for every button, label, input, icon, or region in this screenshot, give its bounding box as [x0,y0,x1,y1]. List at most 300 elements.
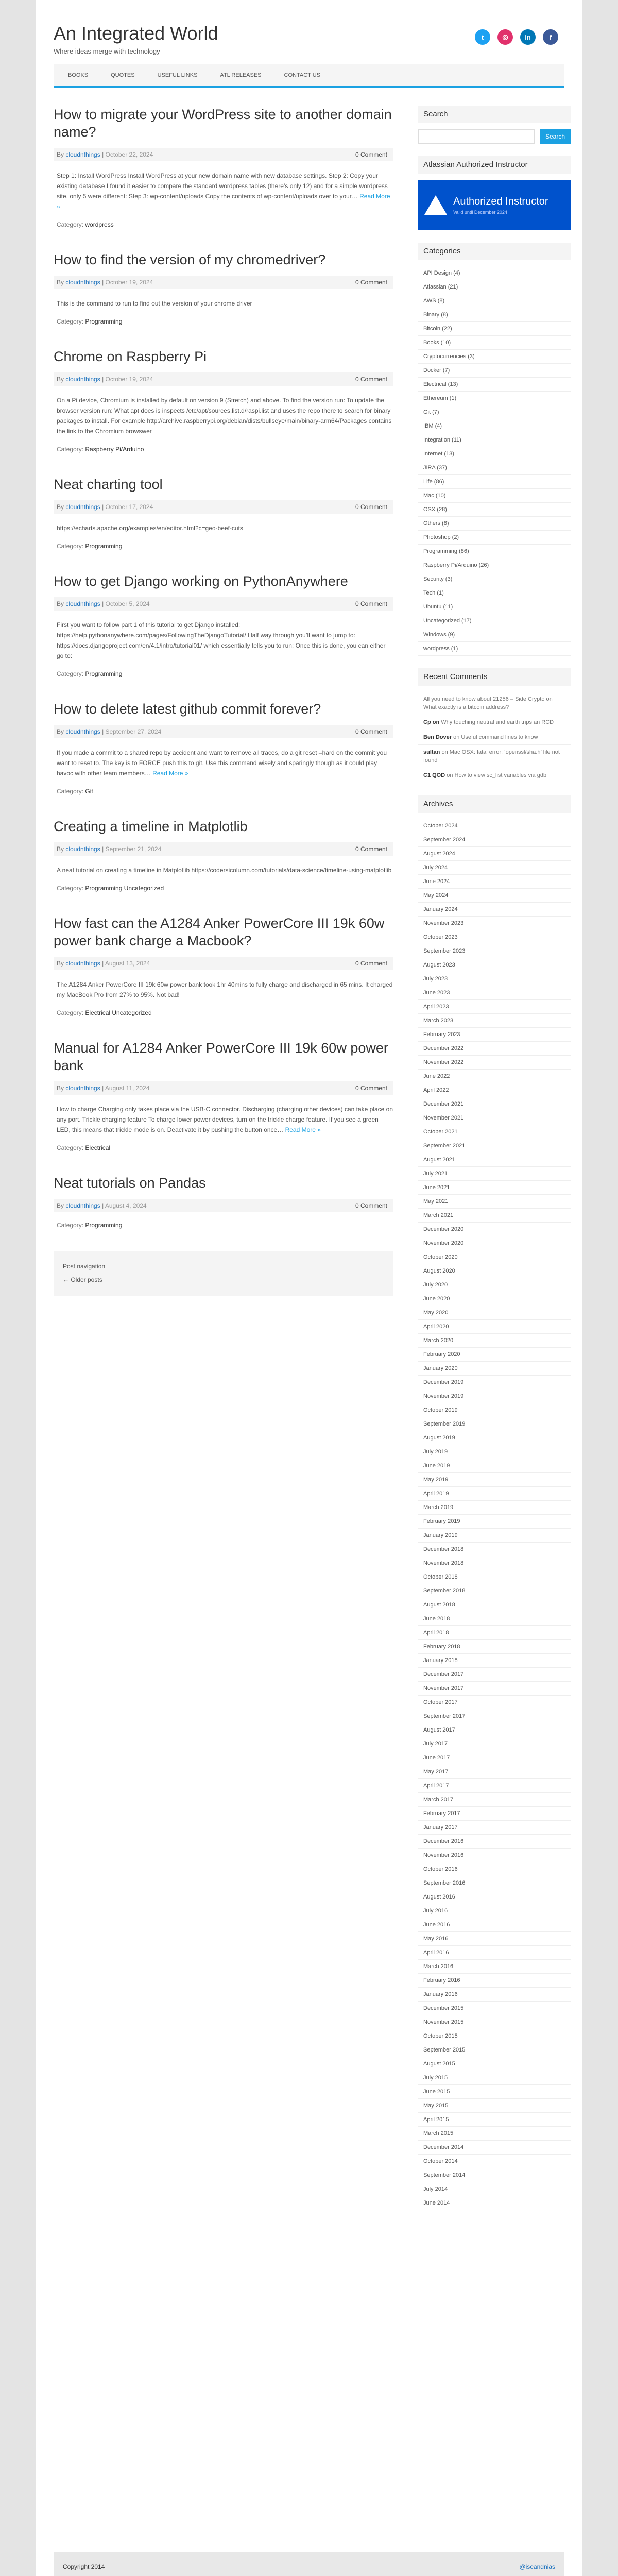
archive-item-link[interactable]: November 2021 [423,1115,464,1121]
post-author-link[interactable]: cloudnthings [65,1084,100,1092]
comment-post-link[interactable]: Useful command lines to know [461,734,538,740]
archive-item[interactable] [418,1459,571,1473]
nav-item-atl-releases[interactable]: ATL RELEASES [220,72,262,78]
category-item[interactable] [418,489,571,503]
archive-item-link[interactable]: May 2015 [423,2103,449,2109]
comment-source-link[interactable]: All you need to know about 21256 – Side Crypto [423,696,545,702]
archive-item[interactable] [418,986,571,1000]
archive-item-link[interactable]: October 2016 [423,1866,458,1872]
category-item[interactable] [418,294,571,308]
archive-item[interactable] [418,1195,571,1209]
post-author-link[interactable]: cloudnthings [65,845,100,853]
archive-item-link[interactable]: February 2018 [423,1643,460,1650]
archive-item-link[interactable]: August 2020 [423,1268,455,1274]
archive-item-link[interactable]: June 2015 [423,2089,450,2095]
comment-author[interactable]: Cp on [423,719,440,725]
archive-item-link[interactable]: December 2022 [423,1045,464,1052]
category-item[interactable] [418,280,571,294]
archive-item[interactable] [418,1306,571,1320]
archive-item-link[interactable]: August 2023 [423,962,455,968]
archive-item-link[interactable]: October 2019 [423,1407,458,1413]
archive-item[interactable] [418,2155,571,2168]
category-link[interactable]: Electrical [85,1144,111,1151]
archive-item-link[interactable]: June 2014 [423,2200,450,2206]
archive-item-link[interactable]: August 2018 [423,1602,455,1608]
category-item-link[interactable]: Cryptocurrencies (3) [423,353,475,360]
archive-item-link[interactable]: September 2016 [423,1880,466,1886]
category-item[interactable] [418,642,571,656]
archive-item-link[interactable]: September 2023 [423,948,466,954]
archive-item-link[interactable]: November 2018 [423,1560,464,1566]
archive-item-link[interactable]: January 2018 [423,1657,458,1664]
archive-item[interactable] [418,930,571,944]
archive-item-link[interactable]: November 2019 [423,1393,464,1399]
archive-item-link[interactable]: June 2024 [423,878,450,885]
archive-item-link[interactable]: December 2021 [423,1101,464,1107]
archive-item-link[interactable]: July 2023 [423,976,448,982]
archive-item[interactable] [418,2029,571,2043]
category-item-link[interactable]: Life (86) [423,479,444,485]
archive-item[interactable] [418,1876,571,1890]
archive-item[interactable] [418,2099,571,2113]
archive-item-link[interactable]: May 2016 [423,1936,449,1942]
category-item-link[interactable]: AWS (8) [423,298,445,304]
archive-item-link[interactable]: July 2021 [423,1171,448,1177]
archive-item-link[interactable]: April 2020 [423,1324,449,1330]
archive-item[interactable] [418,2196,571,2210]
category-item[interactable] [418,364,571,378]
category-link[interactable]: wordpress [85,221,114,228]
archive-item-link[interactable]: March 2019 [423,1504,454,1511]
archive-item[interactable] [418,1682,571,1696]
nav-item-books[interactable]: BOOKS [68,72,89,78]
archive-item[interactable] [418,2015,571,2029]
archive-item[interactable] [418,1793,571,1807]
archive-item-link[interactable]: June 2016 [423,1922,450,1928]
archive-item-link[interactable]: December 2019 [423,1379,464,1385]
archive-item[interactable] [418,1890,571,1904]
archive-item-link[interactable]: August 2021 [423,1157,455,1163]
archive-item[interactable] [418,1946,571,1960]
post-title[interactable]: How fast can the A1284 Anker PowerCore III 19k 60w power bank charge a Macbook? [54,916,385,948]
archive-item[interactable] [418,1709,571,1723]
archive-item-link[interactable]: January 2024 [423,906,458,912]
category-link[interactable]: Git [85,788,93,795]
archive-item-link[interactable]: June 2020 [423,1296,450,1302]
post-author-link[interactable]: cloudnthings [65,503,100,511]
archive-item[interactable] [418,1139,571,1153]
archive-item[interactable] [418,1849,571,1862]
site-title[interactable]: An Integrated World [54,23,218,44]
category-item-link[interactable]: Security (3) [423,576,453,582]
archive-item-link[interactable]: June 2022 [423,1073,450,1079]
archive-item-link[interactable]: April 2016 [423,1950,449,1956]
archive-item[interactable] [418,1111,571,1125]
archive-item-link[interactable]: July 2019 [423,1449,448,1455]
search-input[interactable] [418,129,535,144]
archive-item-link[interactable]: January 2020 [423,1365,458,1371]
archive-item[interactable] [418,1014,571,1028]
category-link[interactable]: Programming [85,670,123,677]
archive-item-link[interactable]: April 2022 [423,1087,449,1093]
archive-item-link[interactable]: October 2021 [423,1129,458,1135]
archive-item-link[interactable]: October 2014 [423,2158,458,2164]
footer-handle-link[interactable]: @iseandnias [519,2563,555,2570]
archive-item-link[interactable]: November 2016 [423,1852,464,1858]
archive-item[interactable] [418,1389,571,1403]
archive-item[interactable] [418,1278,571,1292]
archive-item-link[interactable]: February 2016 [423,1977,460,1984]
archive-item-link[interactable]: May 2017 [423,1769,449,1775]
archive-item[interactable] [418,1292,571,1306]
archive-item[interactable] [418,917,571,930]
category-item-link[interactable]: Photoshop (2) [423,534,459,540]
archive-item[interactable] [418,1501,571,1515]
category-item[interactable] [418,378,571,392]
category-item-link[interactable]: Tech (1) [423,590,444,596]
post-author-link[interactable]: cloudnthings [65,600,100,607]
post-author-link[interactable]: cloudnthings [65,728,100,735]
archive-item[interactable] [418,1723,571,1737]
category-item-link[interactable]: Internet (13) [423,451,454,457]
archive-item-link[interactable]: October 2018 [423,1574,458,1580]
category-item[interactable] [418,517,571,531]
archive-item-link[interactable]: September 2024 [423,837,466,843]
archive-item-link[interactable]: September 2018 [423,1588,466,1594]
post-author-link[interactable]: cloudnthings [65,376,100,383]
archive-item-link[interactable]: October 2023 [423,934,458,940]
archive-item[interactable] [418,1640,571,1654]
comment-post-link[interactable]: Mac OSX: fatal error: ‘openssl/sha.h’ file not found [423,749,560,764]
category-item[interactable] [418,433,571,447]
archive-item-link[interactable]: February 2019 [423,1518,460,1524]
category-item[interactable] [418,322,571,336]
archive-item-link[interactable]: November 2015 [423,2019,464,2025]
post-comments-link[interactable]: 0 Comment [355,728,387,735]
comment-post-link[interactable]: What exactly is a bitcoin address? [423,704,509,710]
linkedin-icon[interactable]: in [520,29,536,45]
archive-item[interactable] [418,889,571,903]
archive-item-link[interactable]: May 2021 [423,1198,449,1205]
category-item-link[interactable]: wordpress (1) [423,646,458,652]
category-item[interactable] [418,614,571,628]
archive-item-link[interactable]: March 2016 [423,1963,454,1970]
archive-item[interactable] [418,1487,571,1501]
archive-item[interactable] [418,2085,571,2099]
archive-item-link[interactable]: September 2017 [423,1713,466,1719]
post-author-link[interactable]: cloudnthings [65,1202,100,1209]
archive-item[interactable] [418,1153,571,1167]
archive-item[interactable] [418,1904,571,1918]
archive-item-link[interactable]: May 2024 [423,892,449,899]
archive-item[interactable] [418,1988,571,2002]
archive-item[interactable] [418,1223,571,1236]
category-item-link[interactable]: Binary (8) [423,312,448,318]
archive-item[interactable] [418,1626,571,1640]
archive-item-link[interactable]: June 2017 [423,1755,450,1761]
archive-item-link[interactable]: September 2021 [423,1143,466,1149]
archive-item[interactable] [418,1431,571,1445]
archive-item-link[interactable]: August 2024 [423,851,455,857]
facebook-icon[interactable]: f [543,29,558,45]
category-item-link[interactable]: Books (10) [423,340,451,346]
archive-item[interactable] [418,1751,571,1765]
archive-item-link[interactable]: April 2017 [423,1783,449,1789]
archive-item-link[interactable]: March 2017 [423,1797,454,1803]
post-title[interactable]: How to get Django working on PythonAnywhere [54,573,348,589]
archive-item-link[interactable]: January 2016 [423,1991,458,1997]
archive-item[interactable] [418,1250,571,1264]
archive-item-link[interactable]: November 2017 [423,1685,464,1691]
category-item-link[interactable]: Bitcoin (22) [423,326,452,332]
nav-item-useful-links[interactable]: USEFUL LINKS [157,72,198,78]
post-author-link[interactable]: cloudnthings [65,151,100,158]
archive-item[interactable] [418,1097,571,1111]
nav-item-contact-us[interactable]: CONTACT US [284,72,321,78]
archive-item-link[interactable]: July 2015 [423,2075,448,2081]
category-item[interactable] [418,531,571,545]
archive-item[interactable] [418,1403,571,1417]
archive-item[interactable] [418,1737,571,1751]
category-item[interactable] [418,545,571,558]
archive-item[interactable] [418,1932,571,1946]
archive-item-link[interactable]: February 2017 [423,1810,460,1817]
category-link[interactable]: Programming [85,318,123,325]
archive-item[interactable] [418,1056,571,1070]
archive-item[interactable] [418,2057,571,2071]
archive-item[interactable] [418,1473,571,1487]
archive-item[interactable] [418,1598,571,1612]
archive-item[interactable] [418,2043,571,2057]
archive-item[interactable] [418,1236,571,1250]
archive-item-link[interactable]: August 2015 [423,2061,455,2067]
archive-item-link[interactable]: July 2017 [423,1741,448,1747]
archive-item[interactable] [418,1070,571,1083]
category-item-link[interactable]: Mac (10) [423,493,446,499]
category-item-link[interactable]: Ubuntu (11) [423,604,453,610]
archive-item[interactable] [418,1348,571,1362]
archive-item-link[interactable]: July 2014 [423,2186,448,2192]
category-item[interactable] [418,475,571,489]
archive-item[interactable] [418,1529,571,1543]
comment-author[interactable]: sultan [423,749,440,755]
category-item[interactable] [418,266,571,280]
archive-item[interactable] [418,1417,571,1431]
category-link[interactable]: Programming [85,1222,123,1229]
post-comments-link[interactable]: 0 Comment [355,1202,387,1209]
archive-item-link[interactable]: July 2016 [423,1908,448,1914]
archive-item[interactable] [418,1696,571,1709]
archive-item-link[interactable]: May 2020 [423,1310,449,1316]
category-item-link[interactable]: JIRA (37) [423,465,447,471]
archive-item[interactable] [418,1167,571,1181]
archive-item[interactable] [418,1543,571,1556]
archive-item-link[interactable]: September 2015 [423,2047,466,2053]
archive-item-link[interactable]: June 2018 [423,1616,450,1622]
archive-item[interactable] [418,958,571,972]
archive-item[interactable] [418,1028,571,1042]
post-comments-link[interactable]: 0 Comment [355,376,387,383]
post-comments-link[interactable]: 0 Comment [355,845,387,853]
category-item[interactable] [418,600,571,614]
search-button[interactable]: Search [540,129,571,144]
archive-item[interactable] [418,1556,571,1570]
older-posts-link[interactable]: ← Older posts [63,1276,102,1283]
archive-item[interactable] [418,1000,571,1014]
category-item[interactable] [418,419,571,433]
category-item-link[interactable]: Docker (7) [423,367,450,374]
post-title[interactable]: Neat tutorials on Pandas [54,1175,206,1191]
archive-item-link[interactable]: July 2024 [423,865,448,871]
archive-item[interactable] [418,1264,571,1278]
category-link[interactable]: Programming Uncategorized [85,885,164,892]
category-item[interactable] [418,350,571,364]
archive-item[interactable] [418,1654,571,1668]
archive-item[interactable] [418,972,571,986]
archive-item-link[interactable]: June 2019 [423,1463,450,1469]
post-author-link[interactable]: cloudnthings [65,960,100,967]
post-title[interactable]: How to find the version of my chromedriver? [54,252,326,267]
archive-item-link[interactable]: September 2019 [423,1421,466,1427]
archive-item[interactable] [418,1320,571,1334]
category-item[interactable] [418,336,571,350]
category-item[interactable] [418,447,571,461]
archive-item-link[interactable]: September 2014 [423,2172,466,2178]
category-item-link[interactable]: Windows (9) [423,632,455,638]
archive-item-link[interactable]: October 2015 [423,2033,458,2039]
archive-item-link[interactable]: August 2017 [423,1727,455,1733]
archive-item-link[interactable]: April 2019 [423,1490,449,1497]
archive-item-link[interactable]: April 2015 [423,2116,449,2123]
category-item[interactable] [418,405,571,419]
comment-author[interactable]: Ben Dover [423,734,452,740]
category-item[interactable] [418,558,571,572]
category-item-link[interactable]: Atlassian (21) [423,284,458,290]
read-more-link[interactable]: Read More » [285,1126,321,1133]
archive-item-link[interactable]: November 2022 [423,1059,464,1065]
post-title[interactable]: Creating a timeline in Matplotlib [54,819,248,834]
archive-item[interactable] [418,1779,571,1793]
archive-item-link[interactable]: April 2023 [423,1004,449,1010]
archive-item[interactable] [418,2141,571,2155]
archive-item[interactable] [418,1515,571,1529]
archive-item-link[interactable]: December 2016 [423,1838,464,1844]
archive-item[interactable] [418,875,571,889]
archive-item-link[interactable]: March 2021 [423,1212,454,1218]
post-comments-link[interactable]: 0 Comment [355,503,387,511]
post-comments-link[interactable]: 0 Comment [355,279,387,286]
instagram-icon[interactable]: ◎ [497,29,513,45]
archive-item[interactable] [418,1362,571,1376]
category-item-link[interactable]: Git (7) [423,409,439,415]
archive-item[interactable] [418,1334,571,1348]
category-item-link[interactable]: OSX (28) [423,506,447,513]
archive-item[interactable] [418,903,571,917]
archive-item[interactable] [418,819,571,833]
archive-item-link[interactable]: December 2020 [423,1226,464,1232]
archive-item[interactable] [418,944,571,958]
post-comments-link[interactable]: 0 Comment [355,151,387,158]
category-item-link[interactable]: Ethereum (1) [423,395,457,401]
archive-item[interactable] [418,1668,571,1682]
archive-item[interactable] [418,1835,571,1849]
post-title[interactable]: Neat charting tool [54,477,163,492]
archive-item[interactable] [418,1209,571,1223]
archive-item[interactable] [418,861,571,875]
post-title[interactable]: How to delete latest github commit forever? [54,701,321,717]
archive-item-link[interactable]: March 2015 [423,2130,454,2137]
archive-item[interactable] [418,833,571,847]
archive-item-link[interactable]: December 2014 [423,2144,464,2150]
post-author-link[interactable]: cloudnthings [65,279,100,286]
atlassian-badge[interactable] [418,180,571,230]
archive-item[interactable] [418,2113,571,2127]
category-item-link[interactable]: Programming (86) [423,548,469,554]
archive-item-link[interactable]: December 2015 [423,2005,464,2011]
archive-item[interactable] [418,1584,571,1598]
category-link[interactable]: Raspberry Pi/Arduino [85,446,144,453]
archive-item-link[interactable]: November 2020 [423,1240,464,1246]
post-title[interactable]: Chrome on Raspberry Pi [54,349,207,364]
archive-item[interactable] [418,1960,571,1974]
archive-item-link[interactable]: December 2017 [423,1671,464,1677]
archive-item-link[interactable]: March 2020 [423,1337,454,1344]
category-item-link[interactable]: Others (8) [423,520,449,527]
archive-item[interactable] [418,1181,571,1195]
category-item[interactable] [418,461,571,475]
archive-item-link[interactable]: October 2017 [423,1699,458,1705]
category-item-link[interactable]: Electrical (13) [423,381,458,387]
archive-item-link[interactable]: February 2023 [423,1031,460,1038]
archive-item-link[interactable]: October 2020 [423,1254,458,1260]
archive-item[interactable] [418,1821,571,1835]
archive-item-link[interactable]: December 2018 [423,1546,464,1552]
post-comments-link[interactable]: 0 Comment [355,1084,387,1092]
category-item[interactable] [418,572,571,586]
category-item[interactable] [418,308,571,322]
archive-item[interactable] [418,2002,571,2015]
archive-item-link[interactable]: April 2018 [423,1630,449,1636]
category-item[interactable] [418,628,571,642]
archive-item[interactable] [418,1083,571,1097]
comment-author[interactable]: C1 QOD [423,772,445,778]
category-item-link[interactable]: Integration (11) [423,437,461,443]
archive-item[interactable] [418,2168,571,2182]
post-title[interactable]: How to migrate your WordPress site to another domain name? [54,107,392,140]
archive-item[interactable] [418,2071,571,2085]
category-item-link[interactable]: Uncategorized (17) [423,618,472,624]
archive-item-link[interactable]: November 2023 [423,920,464,926]
read-more-link[interactable]: Read More » [57,193,390,210]
archive-item-link[interactable]: October 2024 [423,823,458,829]
archive-item-link[interactable]: June 2021 [423,1184,450,1191]
archive-item[interactable] [418,1570,571,1584]
archive-item[interactable] [418,1807,571,1821]
archive-item-link[interactable]: July 2020 [423,1282,448,1288]
archive-item[interactable] [418,1918,571,1932]
archive-item-link[interactable]: March 2023 [423,1018,454,1024]
category-item-link[interactable]: IBM (4) [423,423,442,429]
comment-post-link[interactable]: How to view sc_list variables via gdb [454,772,547,778]
read-more-link[interactable]: Read More » [152,770,188,777]
archive-item-link[interactable]: June 2023 [423,990,450,996]
archive-item[interactable] [418,847,571,861]
category-item[interactable] [418,503,571,517]
archive-item-link[interactable]: February 2020 [423,1351,460,1358]
archive-item[interactable] [418,1042,571,1056]
category-item-link[interactable]: Raspberry Pi/Arduino (26) [423,562,489,568]
archive-item[interactable] [418,2182,571,2196]
